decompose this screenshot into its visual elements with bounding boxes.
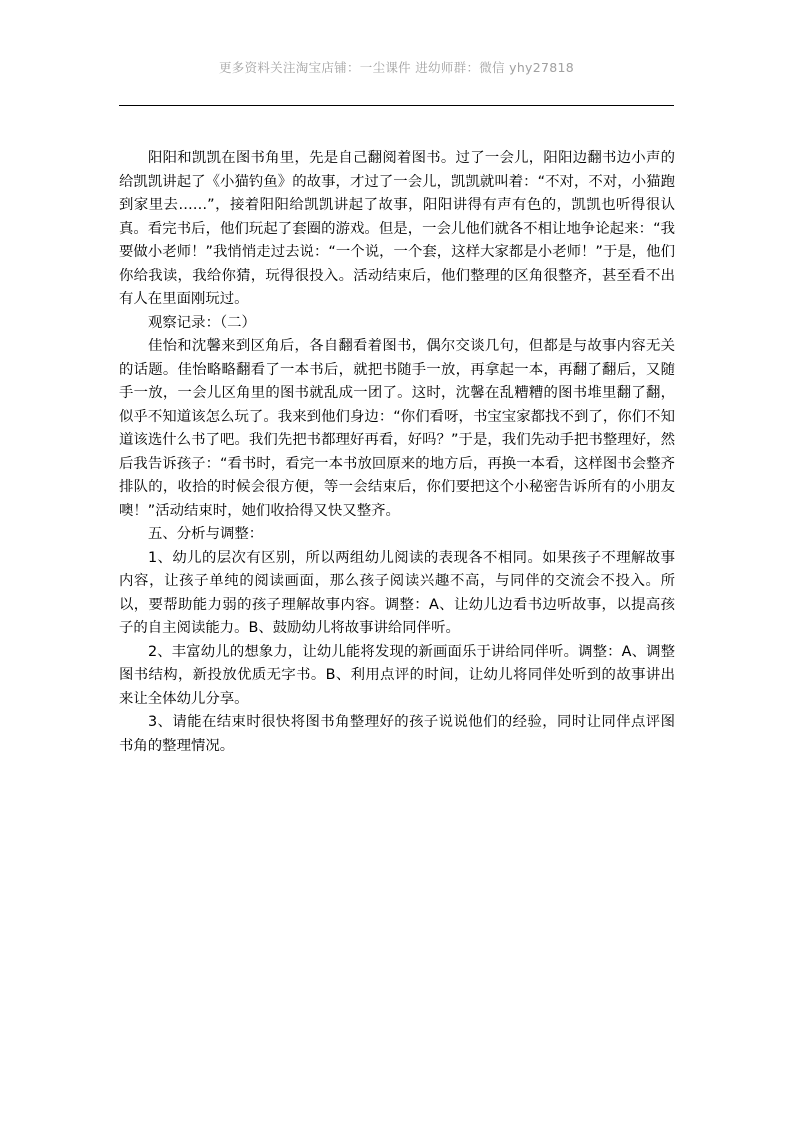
heading-observation-2: 观察记录：（二）	[148, 314, 256, 331]
paragraph-analysis-3: 3、请能在结束时很快将图书角整理好的孩子说说他们的经验，同时让同伴点评图书角的整理情况。	[119, 714, 675, 754]
document-body	[119, 147, 675, 758]
paragraph-observation-2: 佳怡和沈馨来到区角后，各自翻看着图书，偶尔交谈几句，但都是与故事内容无关的话题。佳怡略略翻看了一本书后，就把书随手一放，再拿起一本，再翻了翻后，又随手一放，一会儿区角里的图书就乱成一团了。这时，沈馨在乱糟糟的图书堆里翻了翻，似乎不知道该怎么玩了。我来到他们身边：“你们看呀，书宝宝家都找不到了，你们不知道该选什么书了吧。我们先把书都理好再看，好吗？”于是，我们先动手把书整理好，然后我告诉孩子：“看书时，看完一本书放回原来的地方后，再换一本看，这样图书会整齐排队的，收拾的时候会很方便，等一会结束后，你们要把这个小秘密告诉所有的小朋友噢！”活动结束时，她们收拾得又快又整齐。	[119, 338, 675, 519]
page-header-text: 更多资料关注淘宝店铺：一尘课件 进幼师群：微信 yhy27818	[218, 60, 575, 75]
paragraph-analysis-1: 1、幼儿的层次有区别，所以两组幼儿阅读的表现各不相同。如果孩子不理解故事内容，让孩子单纯的阅读画面，那么孩子阅读兴趣不高，与同伴的交流会不投入。所以，要帮助能力弱的孩子理解故事内容。调整：A、让幼儿边看书边听故事，以提高孩子的自主阅读能力。B、鼓励幼儿将故事讲给同伴听。	[119, 549, 675, 636]
paragraph-analysis-2: 2、丰富幼儿的想象力，让幼儿能将发现的新画面乐于讲给同伴听。调整：A、调整图书结构，新投放优质无字书。B、利用点评的时间，让幼儿将同伴处听到的故事讲出来让全体幼儿分享。	[119, 643, 675, 707]
header-divider	[119, 105, 674, 106]
paragraph-observation-1: 阳阳和凯凯在图书角里，先是自己翻阅着图书。过了一会儿，阳阳边翻书边小声的给凯凯讲起了《小猫钓鱼》的故事，才过了一会儿，凯凯就叫着：“不对，不对，小猫跑到家里去……”，接着阳阳给凯凯讲起了故事，阳阳讲得有声有色的，凯凯也听得很认真。看完书后，他们玩起了套圈的游戏。但是，一会儿他们就各不相让地争论起来：“我要做小老师！”我悄悄走过去说：“一个说，一个套，这样大家都是小老师！”于是，他们你给我读，我给你猜，玩得很投入。活动结束后，他们整理的区角很整齐，甚至看不出有人在里面刚玩过。	[119, 150, 675, 307]
heading-analysis: 五、分析与调整：	[148, 526, 264, 542]
